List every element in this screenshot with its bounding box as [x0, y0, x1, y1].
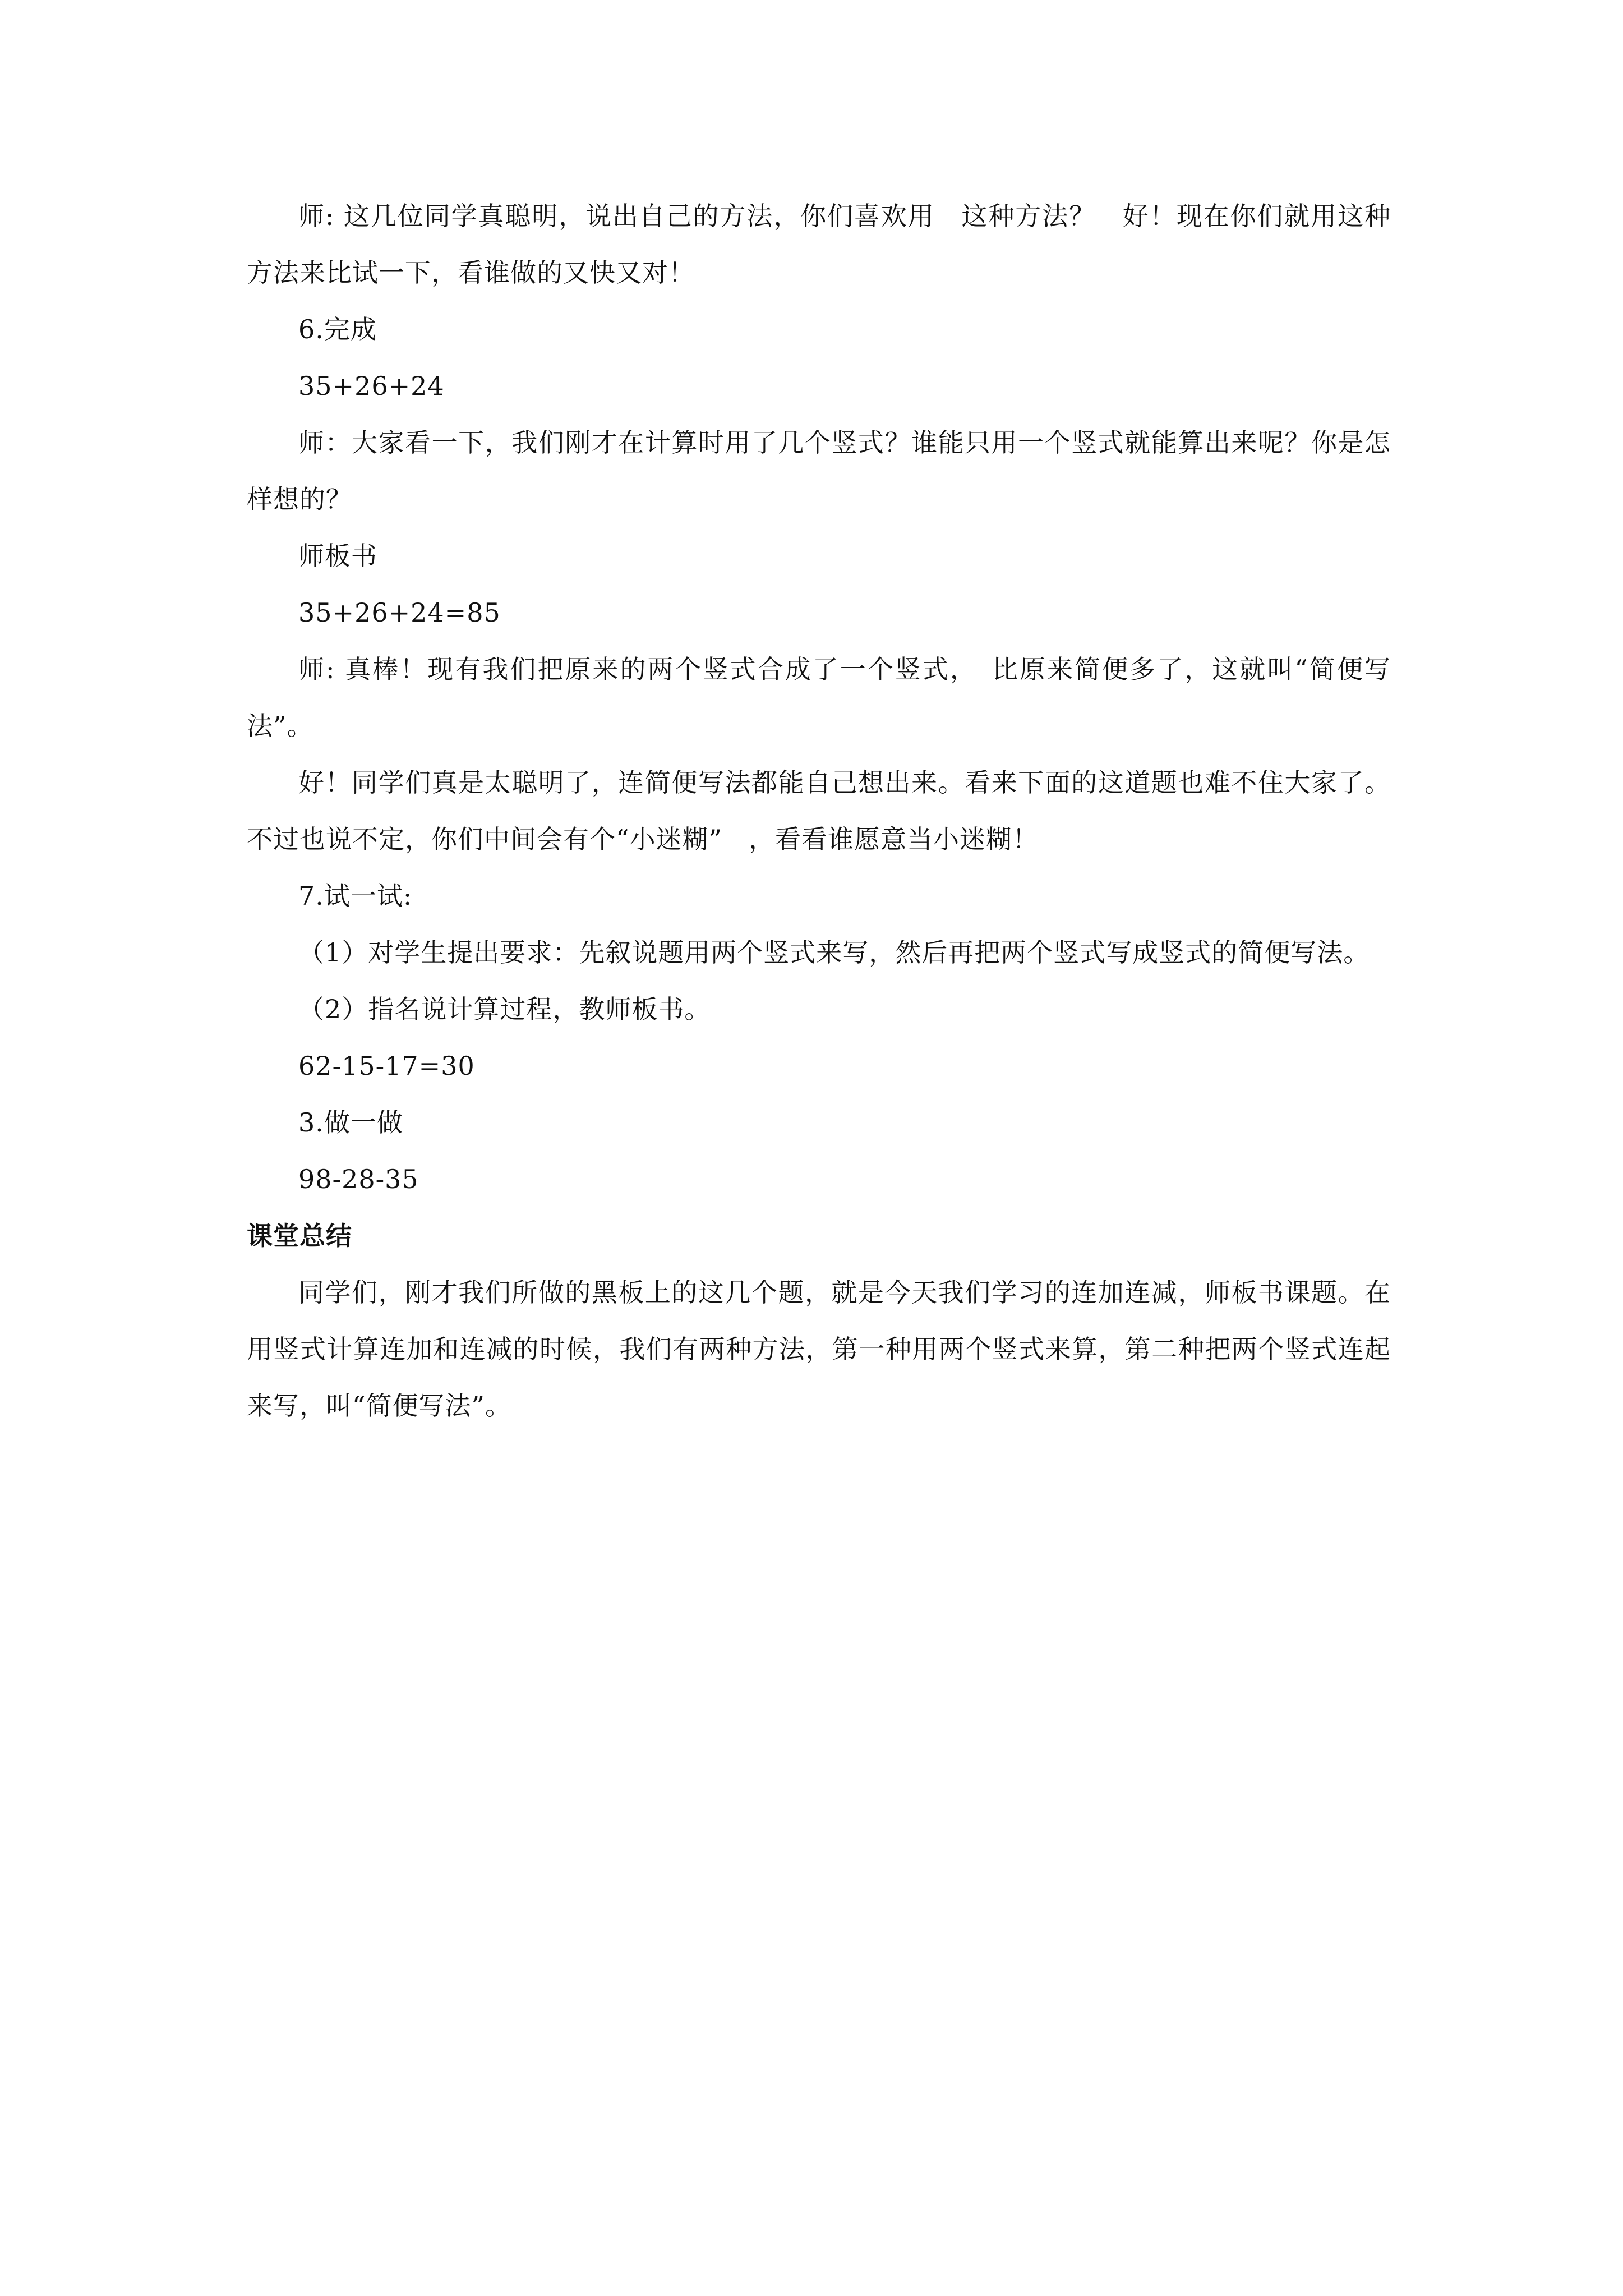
paragraph-teacher-question: 师：大家看一下，我们刚才在计算时用了几个竖式？谁能只用一个竖式就能算出来呢？你是怎样想的？ [247, 427, 1391, 514]
paragraph-summary: 同学们，刚才我们所做的黑板上的这几个题，就是今天我们学习的连加连减，师板书课题。在用竖式计算连加和连减的时候，我们有两种方法，第一种用两个竖式来算，第二种把两个竖式连起来写，叫“简便写法”。 [247, 1277, 1391, 1421]
expression-3: 62-15-17=30 [298, 1051, 475, 1081]
step-3-label: 3.做一做 [298, 1107, 403, 1138]
instruction-1: （1）对学生提出要求：先叙说题用两个竖式来写，然后再把两个竖式写成竖式的简便写法。 [298, 937, 1370, 968]
expression-2: 35+26+24=85 [298, 597, 501, 628]
section-heading-summary: 课堂总结 [247, 1221, 352, 1251]
paragraph-simplified-method: 师: 真棒！现有我们把原来的两个竖式合成了一个竖式， 比原来简便多了，这就叫“简便写法”。 [247, 654, 1391, 741]
expression-4: 98-28-35 [298, 1164, 419, 1194]
paragraph-teacher-praise: 师: 这几位同学真聪明，说出自己的方法，你们喜欢用 这种方法？ 好！现在你们就用这种方法来比试一下，看谁做的又快又对！ [247, 201, 1391, 288]
document-body [247, 188, 1391, 1434]
expression-1: 35+26+24 [298, 371, 445, 401]
step-6-label: 6.完成 [298, 314, 377, 344]
board-note: 师板书 [298, 541, 377, 571]
step-7-label: 7.试一试: [298, 881, 413, 911]
instruction-2: （2）指名说计算过程，教师板书。 [298, 994, 711, 1024]
paragraph-encouragement: 好！同学们真是太聪明了，连简便写法都能自己想出来。看来下面的这道题也难不住大家了。不过也说不定，你们中间会有个“小迷糊” ，看看谁愿意当小迷糊！ [247, 767, 1391, 854]
